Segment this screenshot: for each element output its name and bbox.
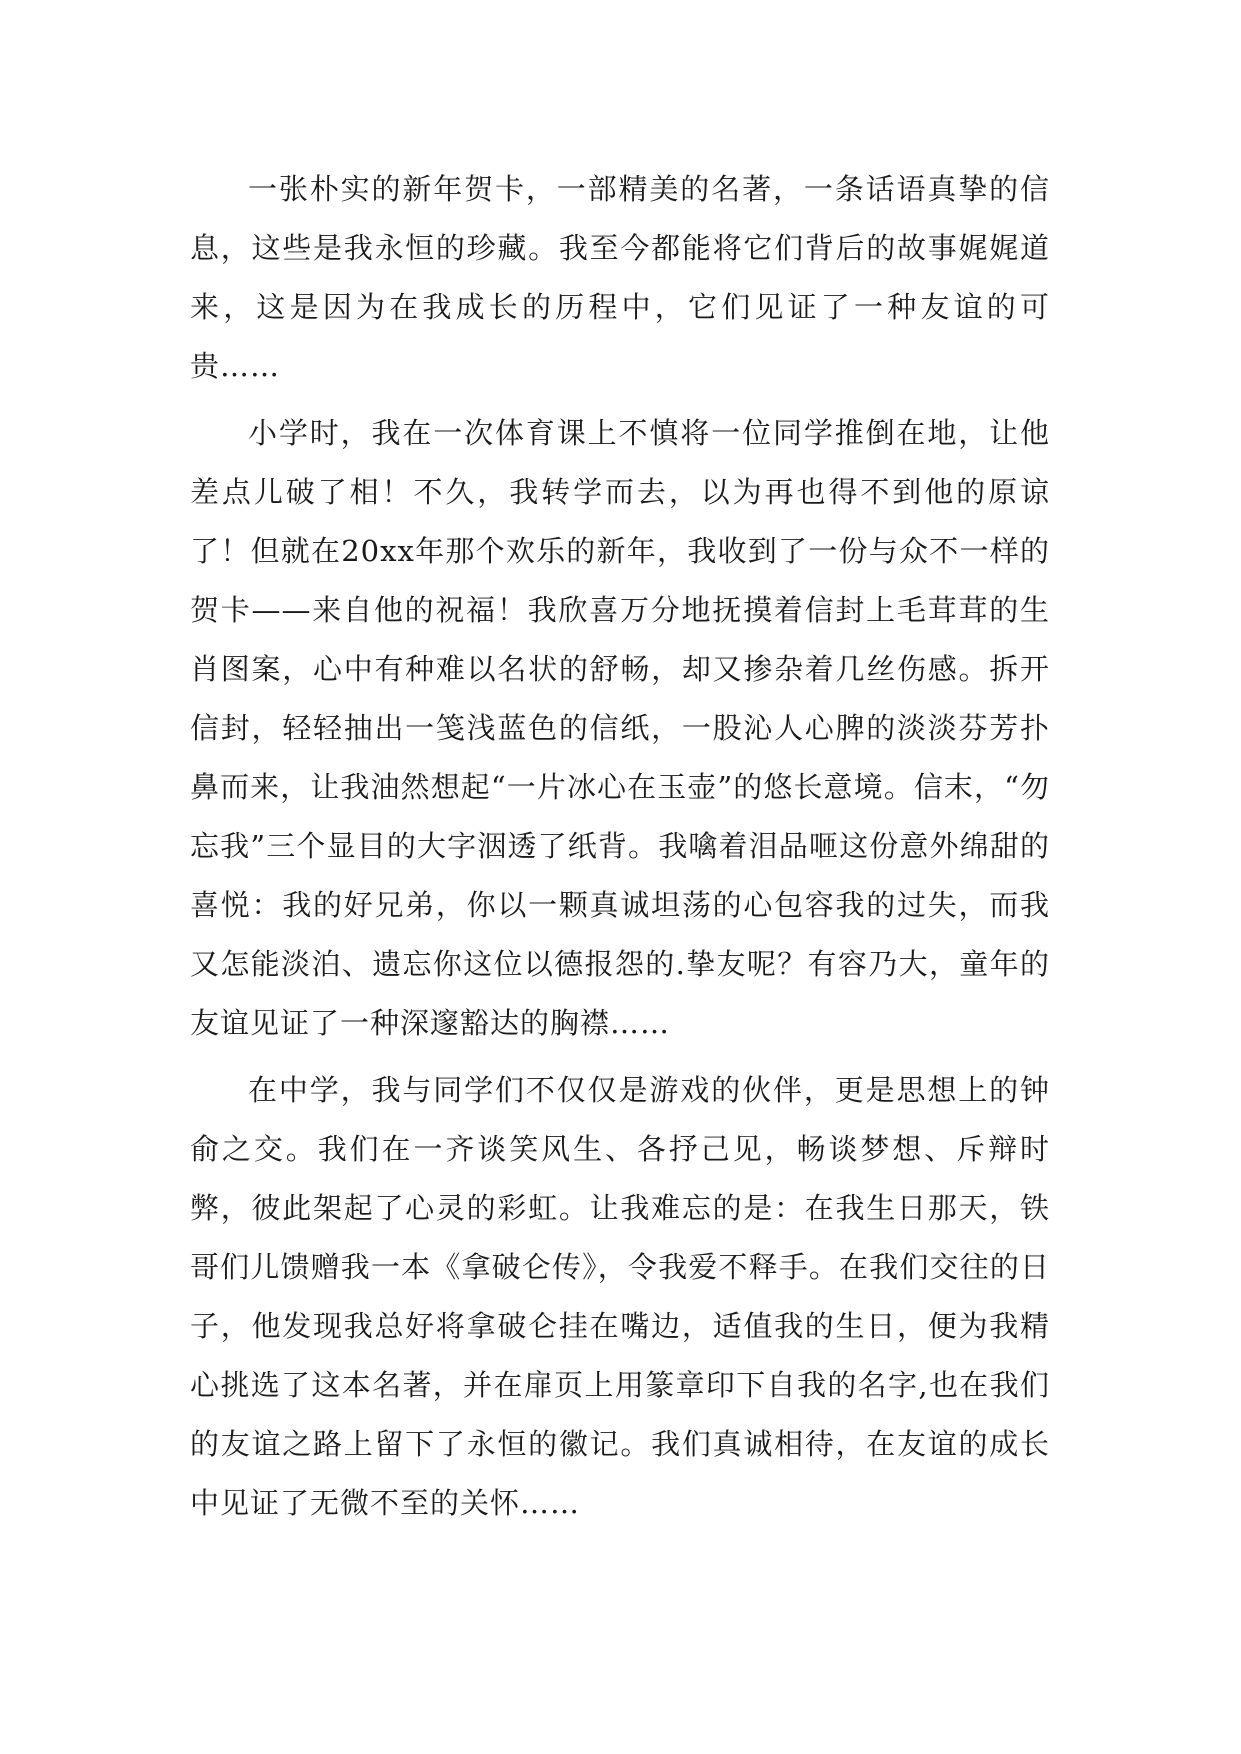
paragraph-2: 小学时，我在一次体育课上不慎将一位同学推倒在地，让他差点儿破了相！不久，我转学而去，以为再也得不到他的原谅了！但就在20xx年那个欢乐的新年，我收到了一份与众不一样的贺卡——来自他的祝福！我欣喜万分地抚摸着信封上毛茸茸的生肖图案，心中有种难以名状的舒畅，却又掺杂着几丝伤感。拆开信封，轻轻抽出一笺浅蓝色的信纸，一股沁人心脾的淡淡芬芳扑鼻而来，让我油然想起“一片冰心在玉壶”的悠长意境。信末，“勿忘我”三个显目的大字洇透了纸背。我噙着泪品咂这份意外绵甜的喜悦：我的好兄弟，你以一颗真诚坦荡的心包容我的过失，而我又怎能淡泊、遗忘你这位以德报怨的.挚友呢？有容乃大，童年的友谊见证了一种深邃豁达的胸襟…… <box>190 416 1050 1040</box>
document-body <box>190 160 1050 1541</box>
paragraph-3: 在中学，我与同学们不仅仅是游戏的伙伴，更是思想上的钟俞之交。我们在一齐谈笑风生、各抒己见，畅谈梦想、斥辩时弊，彼此架起了心灵的彩虹。让我难忘的是：在我生日那天，铁哥们儿馈赠我一本《拿破仑传》，令我爱不释手。在我们交往的日子，他发现我总好将拿破仑挂在嘴边，适值我的生日，便为我精心挑选了这本名著，并在扉页上用篆章印下自我的名字,也在我们的友谊之路上留下了永恒的徽记。我们真诚相待，在友谊的成长中见证了无微不至的关怀…… <box>190 1073 1050 1520</box>
paragraph-1: 一张朴实的新年贺卡，一部精美的名著，一条话语真挚的信息，这些是我永恒的珍藏。我至今都能将它们背后的故事娓娓道来，这是因为在我成长的历程中，它们见证了一种友谊的可贵…… <box>190 172 1050 383</box>
